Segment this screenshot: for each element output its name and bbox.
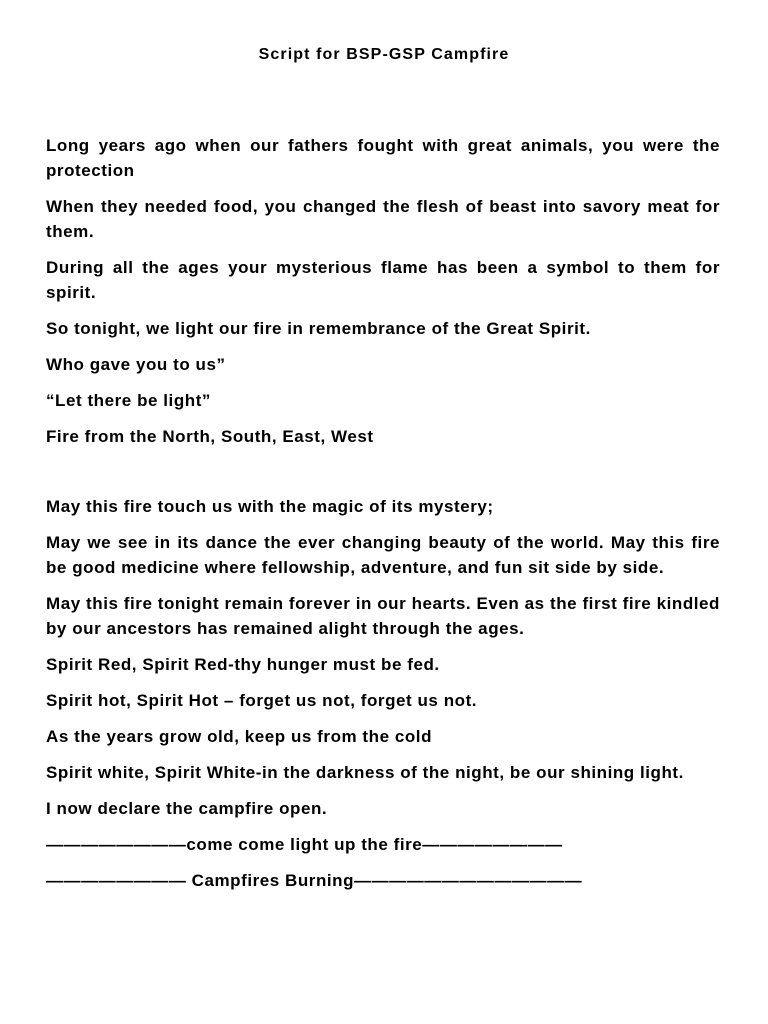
paragraph-tonight: So tonight, we light our fire in remembrance of the Great Spirit.: [46, 319, 591, 338]
paragraph-light-up-fire: ————————come come light up the fire————————: [46, 835, 563, 854]
paragraph-who-gave: Who gave you to us”: [46, 355, 226, 374]
paragraph-declare-open: I now declare the campfire open.: [46, 799, 328, 818]
paragraph-protection: Long years ago when our fathers fought with great animals, you were the protection: [46, 136, 720, 180]
paragraph-spirit-hot: Spirit hot, Spirit Hot – forget us not, forget us not.: [46, 691, 478, 710]
paragraph-gap: [46, 460, 720, 494]
paragraph-food: When they needed food, you changed the flesh of beast into savory meat for them.: [46, 197, 720, 241]
paragraph-spirit-white: Spirit white, Spirit White-in the darkness of the night, be our shining light.: [46, 763, 684, 782]
paragraph-years-grow-old: As the years grow old, keep us from the cold: [46, 727, 433, 746]
paragraph-directions: Fire from the North, South, East, West: [46, 427, 374, 446]
paragraph-flame: During all the ages your mysterious flame has been a symbol to them for spirit.: [46, 258, 720, 302]
paragraph-campfires-burning: ———————— Campfires Burning—————————————: [46, 871, 583, 890]
paragraph-dance: May we see in its dance the ever changing beauty of the world. May this fire be good medicine where fellowship, adventure, and fun sit side by side.: [46, 533, 720, 577]
document-title: Script for BSP-GSP Campfire: [258, 46, 510, 63]
paragraph-let-there-be-light: “Let there be light”: [46, 391, 211, 410]
paragraph-hearts: May this fire tonight remain forever in our hearts. Even as the first fire kindled by our ancestors has remained alight through the ages.: [46, 594, 720, 638]
paragraph-spirit-red: Spirit Red, Spirit Red-thy hunger must be fed.: [46, 655, 440, 674]
paragraph-magic: May this fire touch us with the magic of its mystery;: [46, 497, 494, 516]
document-body: [46, 133, 720, 904]
